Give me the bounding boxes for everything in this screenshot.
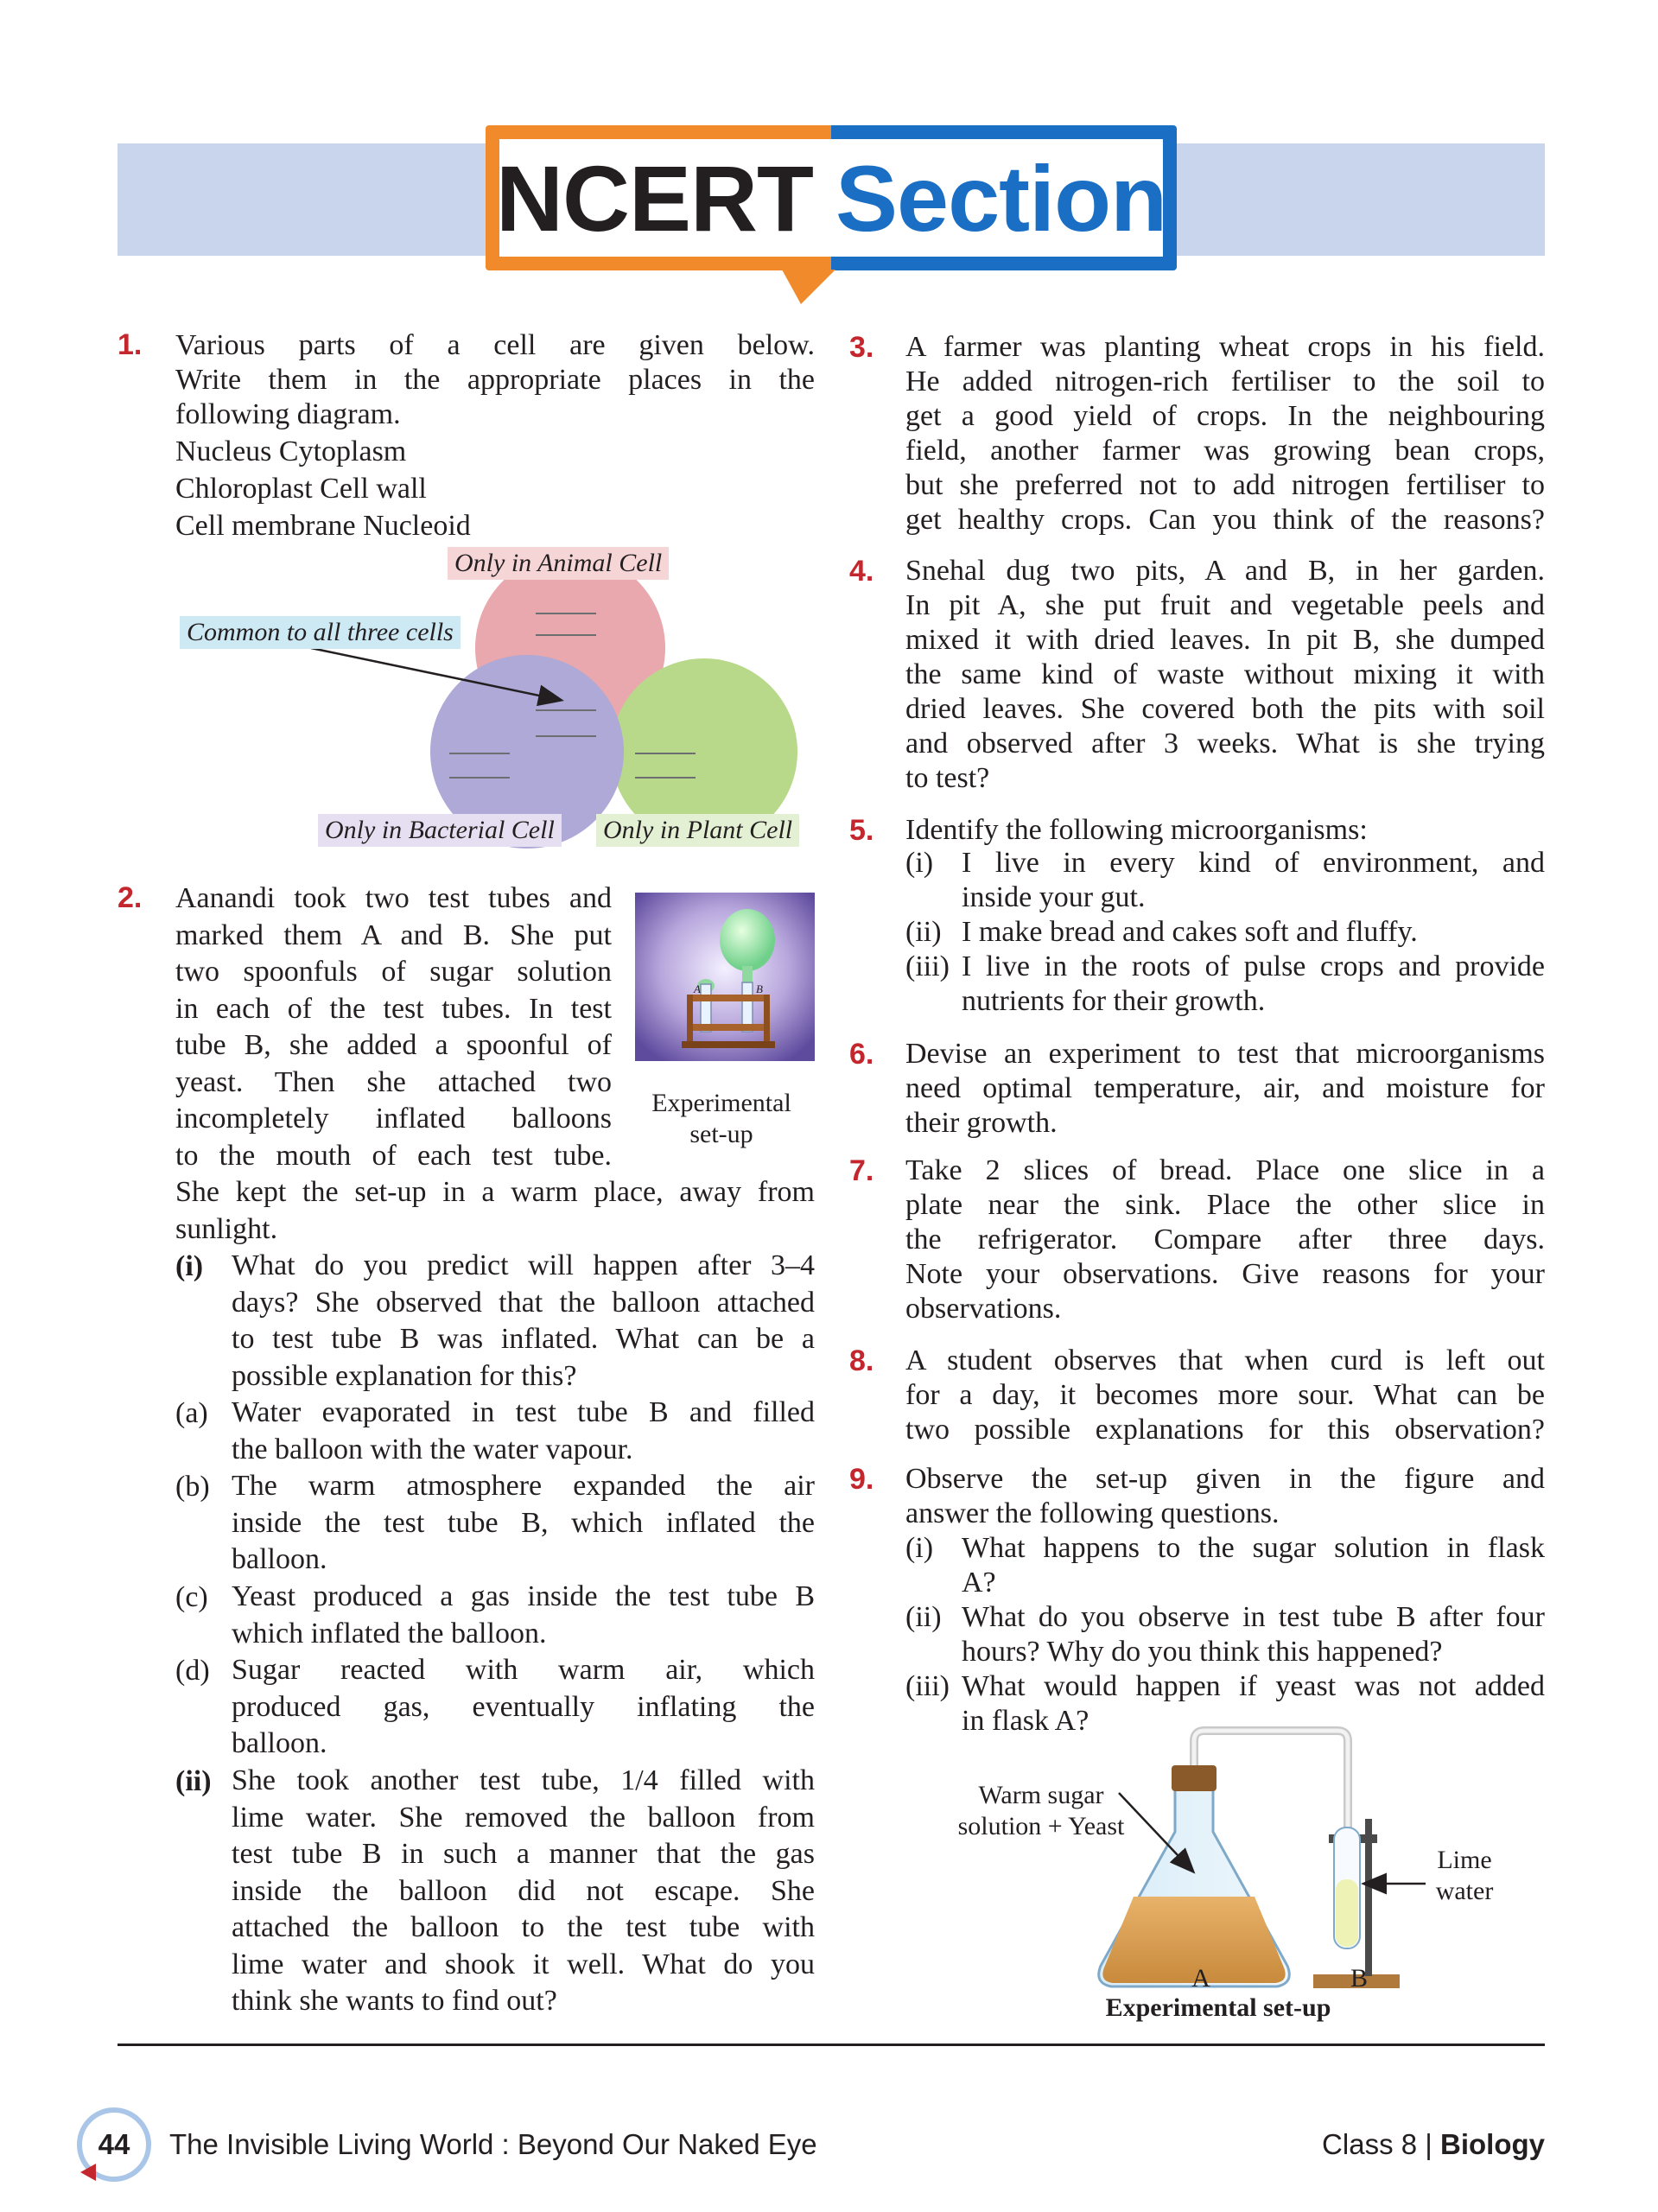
q1-line: Chloroplast Cell wall bbox=[175, 473, 427, 505]
q3-line: get healthy crops. Can you think of the reasons? bbox=[905, 504, 1545, 536]
question-number: 6. bbox=[849, 1038, 874, 1071]
page-number: 44 bbox=[98, 2128, 130, 2160]
question-number: 8. bbox=[849, 1344, 874, 1377]
question-number: 9. bbox=[849, 1463, 874, 1496]
q7-line: Take 2 slices of bread. Place one slice in a bbox=[905, 1154, 1545, 1186]
q2-line: yeast. Then she attached two bbox=[175, 1065, 612, 1098]
option-line: Yeast produced a gas inside the test tube B bbox=[232, 1580, 815, 1612]
option-line: balloon. bbox=[232, 1727, 327, 1759]
q5-line: I live in every kind of environment, and bbox=[962, 847, 1545, 879]
q4-line: and observed after 3 weeks. What is she trying bbox=[905, 728, 1545, 760]
question-number: 4. bbox=[849, 555, 874, 588]
label-line: solution + Yeast bbox=[957, 1812, 1125, 1840]
label-line: water bbox=[1435, 1877, 1494, 1905]
tube-a-label: A bbox=[694, 982, 701, 995]
figure-label-solution bbox=[942, 1780, 1140, 1842]
q1-line: following diagram. bbox=[175, 398, 401, 430]
question-3-text bbox=[905, 330, 1545, 537]
subject-text: Biology bbox=[1440, 2128, 1545, 2160]
tube-b-label: B bbox=[756, 982, 763, 995]
option-line: the balloon with the water vapour. bbox=[232, 1433, 633, 1465]
question-9-text bbox=[905, 1462, 1545, 1531]
q2-ii-line: inside the balloon did not escape. She bbox=[232, 1874, 815, 1907]
q7-line: plate near the sink. Place the other slice in bbox=[905, 1189, 1545, 1221]
q2-line: two spoonfuls of sugar solution bbox=[175, 956, 612, 988]
item-label: (iii) bbox=[905, 1670, 950, 1702]
title-word-ncert: NCERT bbox=[495, 145, 813, 251]
question-7-text bbox=[905, 1154, 1545, 1326]
option-a bbox=[232, 1395, 815, 1468]
option-line: Water evaporated in test tube B and filled bbox=[232, 1396, 815, 1428]
q3-line: field, another farmer was growing bean crops, bbox=[905, 435, 1545, 467]
question-5-text bbox=[905, 813, 1545, 848]
q3-line: A farmer was planting wheat crops in his field. bbox=[905, 331, 1545, 363]
q3-line: He added nitrogen-rich fertiliser to the soil to bbox=[905, 365, 1545, 397]
q2-line: sunlight. bbox=[175, 1212, 278, 1245]
question-number: 3. bbox=[849, 331, 874, 364]
q2-part-i bbox=[232, 1248, 815, 1395]
q5-item-iii bbox=[962, 950, 1545, 1019]
q2-ii-line: attached the balloon to the test tube with bbox=[232, 1911, 815, 1943]
option-line: balloon. bbox=[232, 1543, 327, 1575]
q2-line: tube B, she added a spoonful of bbox=[175, 1029, 612, 1061]
q9-item-ii bbox=[962, 1600, 1545, 1669]
q2-line: She kept the set-up in a warm place, away from bbox=[175, 1176, 815, 1208]
q1-line: Cell membrane Nucleoid bbox=[175, 510, 471, 542]
q6-line: need optimal temperature, air, and moisture for bbox=[905, 1072, 1545, 1104]
q7-line: Note your observations. Give reasons for your bbox=[905, 1258, 1545, 1290]
question-number: 7. bbox=[849, 1154, 874, 1187]
item-label: (iii) bbox=[905, 950, 950, 982]
header-tail bbox=[782, 270, 835, 304]
q2-part-ii bbox=[232, 1763, 815, 2020]
q9-item-line: A? bbox=[962, 1567, 996, 1599]
question-number: 1. bbox=[118, 328, 143, 361]
q4-line: mixed it with dried leaves. In pit B, she dumped bbox=[905, 624, 1545, 656]
q4-line: the same kind of waste without mixing it with bbox=[905, 658, 1545, 690]
q9-line: Observe the set-up given in the figure and bbox=[905, 1463, 1545, 1495]
question-number: 2. bbox=[118, 881, 143, 914]
q2-i-line: days? She observed that the balloon attached bbox=[232, 1286, 815, 1319]
class-text: Class 8 | bbox=[1322, 2128, 1440, 2160]
q2-i-line: possible explanation for this? bbox=[232, 1359, 577, 1392]
q6-line: Devise an experiment to test that microorganisms bbox=[905, 1038, 1545, 1070]
page-title bbox=[495, 139, 1167, 257]
q6-line: their growth. bbox=[905, 1107, 1058, 1139]
question-8-text bbox=[905, 1344, 1545, 1447]
q2-ii-line: lime water and shook it well. What do you bbox=[232, 1948, 815, 1980]
option-line: The warm atmosphere expanded the air bbox=[232, 1470, 815, 1502]
option-label: (b) bbox=[175, 1471, 210, 1503]
question-2-text bbox=[175, 880, 612, 1174]
q2-line: in each of the test tubes. In test bbox=[175, 992, 612, 1025]
question-6-text bbox=[905, 1037, 1545, 1141]
q2-line: Aanandi took two test tubes and bbox=[175, 882, 612, 914]
q8-line: for a day, it becomes more sour. What can be bbox=[905, 1379, 1545, 1411]
question-number: 5. bbox=[849, 814, 874, 847]
label-line: Lime bbox=[1437, 1846, 1492, 1874]
question-1-text bbox=[175, 328, 815, 543]
q9-item-line: in flask A? bbox=[962, 1705, 1089, 1737]
q1-line: Nucleus Cytoplasm bbox=[175, 435, 407, 467]
option-label: (d) bbox=[175, 1655, 210, 1687]
item-label: (ii) bbox=[905, 1601, 942, 1633]
option-line: produced gas, eventually inflating the bbox=[232, 1690, 815, 1723]
q5-line: I make bread and cakes soft and fluffy. bbox=[962, 916, 1418, 948]
q9-item-line: What happens to the sugar solution in flask bbox=[962, 1532, 1545, 1564]
q2-i-line: What do you predict will happen after 3–4 bbox=[232, 1249, 815, 1281]
question-2-text-wide bbox=[175, 1174, 815, 1248]
figure-label-lime-water bbox=[1426, 1845, 1503, 1907]
footer-rule bbox=[118, 2044, 1545, 2046]
q5-intro: Identify the following microorganisms: bbox=[905, 814, 1368, 846]
q2-ii-line: She took another test tube, 1/4 filled with bbox=[232, 1764, 815, 1796]
lime-water bbox=[1336, 1879, 1358, 1947]
q9-line: answer the following questions. bbox=[905, 1497, 1280, 1529]
q8-line: two possible explanations for this observation? bbox=[905, 1414, 1545, 1446]
q1-line: Write them in the appropriate places in the bbox=[175, 364, 815, 396]
part-label: (ii) bbox=[175, 1765, 212, 1797]
q9-item-line: What do you observe in test tube B after four bbox=[962, 1601, 1545, 1633]
test-tube-figure bbox=[635, 893, 815, 1061]
q9-item-line: hours? Why do you think this happened? bbox=[962, 1636, 1443, 1668]
q2-line: to the mouth of each test tube. bbox=[175, 1139, 612, 1172]
option-c bbox=[232, 1579, 815, 1652]
class-subject bbox=[1322, 2128, 1545, 2161]
q4-line: Snehal dug two pits, A and B, in her garden. bbox=[905, 555, 1545, 587]
title-word-section: Section bbox=[835, 145, 1167, 251]
part-label: (i) bbox=[175, 1250, 204, 1282]
label-bacterial-cell: Only in Bacterial Cell bbox=[318, 814, 562, 847]
q5-line: I live in the roots of pulse crops and provide bbox=[962, 950, 1545, 982]
q5-line: inside your gut. bbox=[962, 881, 1146, 913]
q5-item-ii bbox=[962, 915, 1545, 950]
option-d bbox=[232, 1652, 815, 1763]
q8-line: A student observes that when curd is left out bbox=[905, 1344, 1545, 1376]
question-4-text bbox=[905, 554, 1545, 796]
q2-line: marked them A and B. She put bbox=[175, 918, 612, 951]
tube-label: B bbox=[1350, 1964, 1368, 1993]
caption-line: set-up bbox=[689, 1120, 753, 1148]
option-line: which inflated the balloon. bbox=[232, 1617, 547, 1649]
item-label: (i) bbox=[905, 1532, 934, 1564]
label-line: Warm sugar bbox=[978, 1781, 1104, 1809]
item-label: (ii) bbox=[905, 916, 942, 948]
label-animal-cell: Only in Animal Cell bbox=[448, 547, 669, 580]
chapter-title: The Invisible Living World : Beyond Our Naked Eye bbox=[169, 2128, 817, 2160]
option-line: Sugar reacted with warm air, which bbox=[232, 1654, 815, 1686]
figure-caption: Experimental set-up bbox=[1105, 1993, 1331, 2022]
q3-line: but she preferred not to add nitrogen fertiliser to bbox=[905, 469, 1545, 501]
q4-line: dried leaves. She covered both the pits with soil bbox=[905, 693, 1545, 725]
item-label: (i) bbox=[905, 847, 934, 879]
q3-line: get a good yield of crops. In the neighbouring bbox=[905, 400, 1545, 432]
q4-line: to test? bbox=[905, 762, 990, 794]
q2-ii-line: test tube B in such a manner that the gas bbox=[232, 1838, 815, 1870]
q2-ii-line: lime water. She removed the balloon from bbox=[232, 1801, 815, 1834]
label-plant-cell: Only in Plant Cell bbox=[596, 814, 799, 847]
label-common: Common to all three cells bbox=[180, 616, 461, 649]
q1-line: Various parts of a cell are given below. bbox=[175, 329, 815, 361]
q9-item-line: What would happen if yeast was not added bbox=[962, 1670, 1545, 1702]
q2-ii-line: think she wants to find out? bbox=[232, 1985, 557, 2017]
flask-label: A bbox=[1191, 1964, 1210, 1993]
q2-line: incompletely inflated balloons bbox=[175, 1103, 612, 1135]
option-label: (a) bbox=[175, 1397, 208, 1429]
q5-line: nutrients for their growth. bbox=[962, 985, 1266, 1017]
q2-i-line: to test tube B was inflated. What can be a bbox=[232, 1323, 815, 1355]
cork bbox=[1172, 1765, 1217, 1791]
q7-line: observations. bbox=[905, 1293, 1062, 1325]
option-line: inside the test tube B, which inflated the bbox=[232, 1506, 815, 1539]
q9-item-i bbox=[962, 1531, 1545, 1600]
caption-line: Experimental bbox=[651, 1089, 791, 1117]
q4-line: In pit A, she put fruit and vegetable peels and bbox=[905, 589, 1545, 621]
q7-line: the refrigerator. Compare after three days. bbox=[905, 1224, 1545, 1255]
q5-item-i bbox=[962, 846, 1545, 915]
figure-caption bbox=[626, 1088, 816, 1150]
option-label: (c) bbox=[175, 1581, 208, 1613]
option-b bbox=[232, 1468, 815, 1579]
